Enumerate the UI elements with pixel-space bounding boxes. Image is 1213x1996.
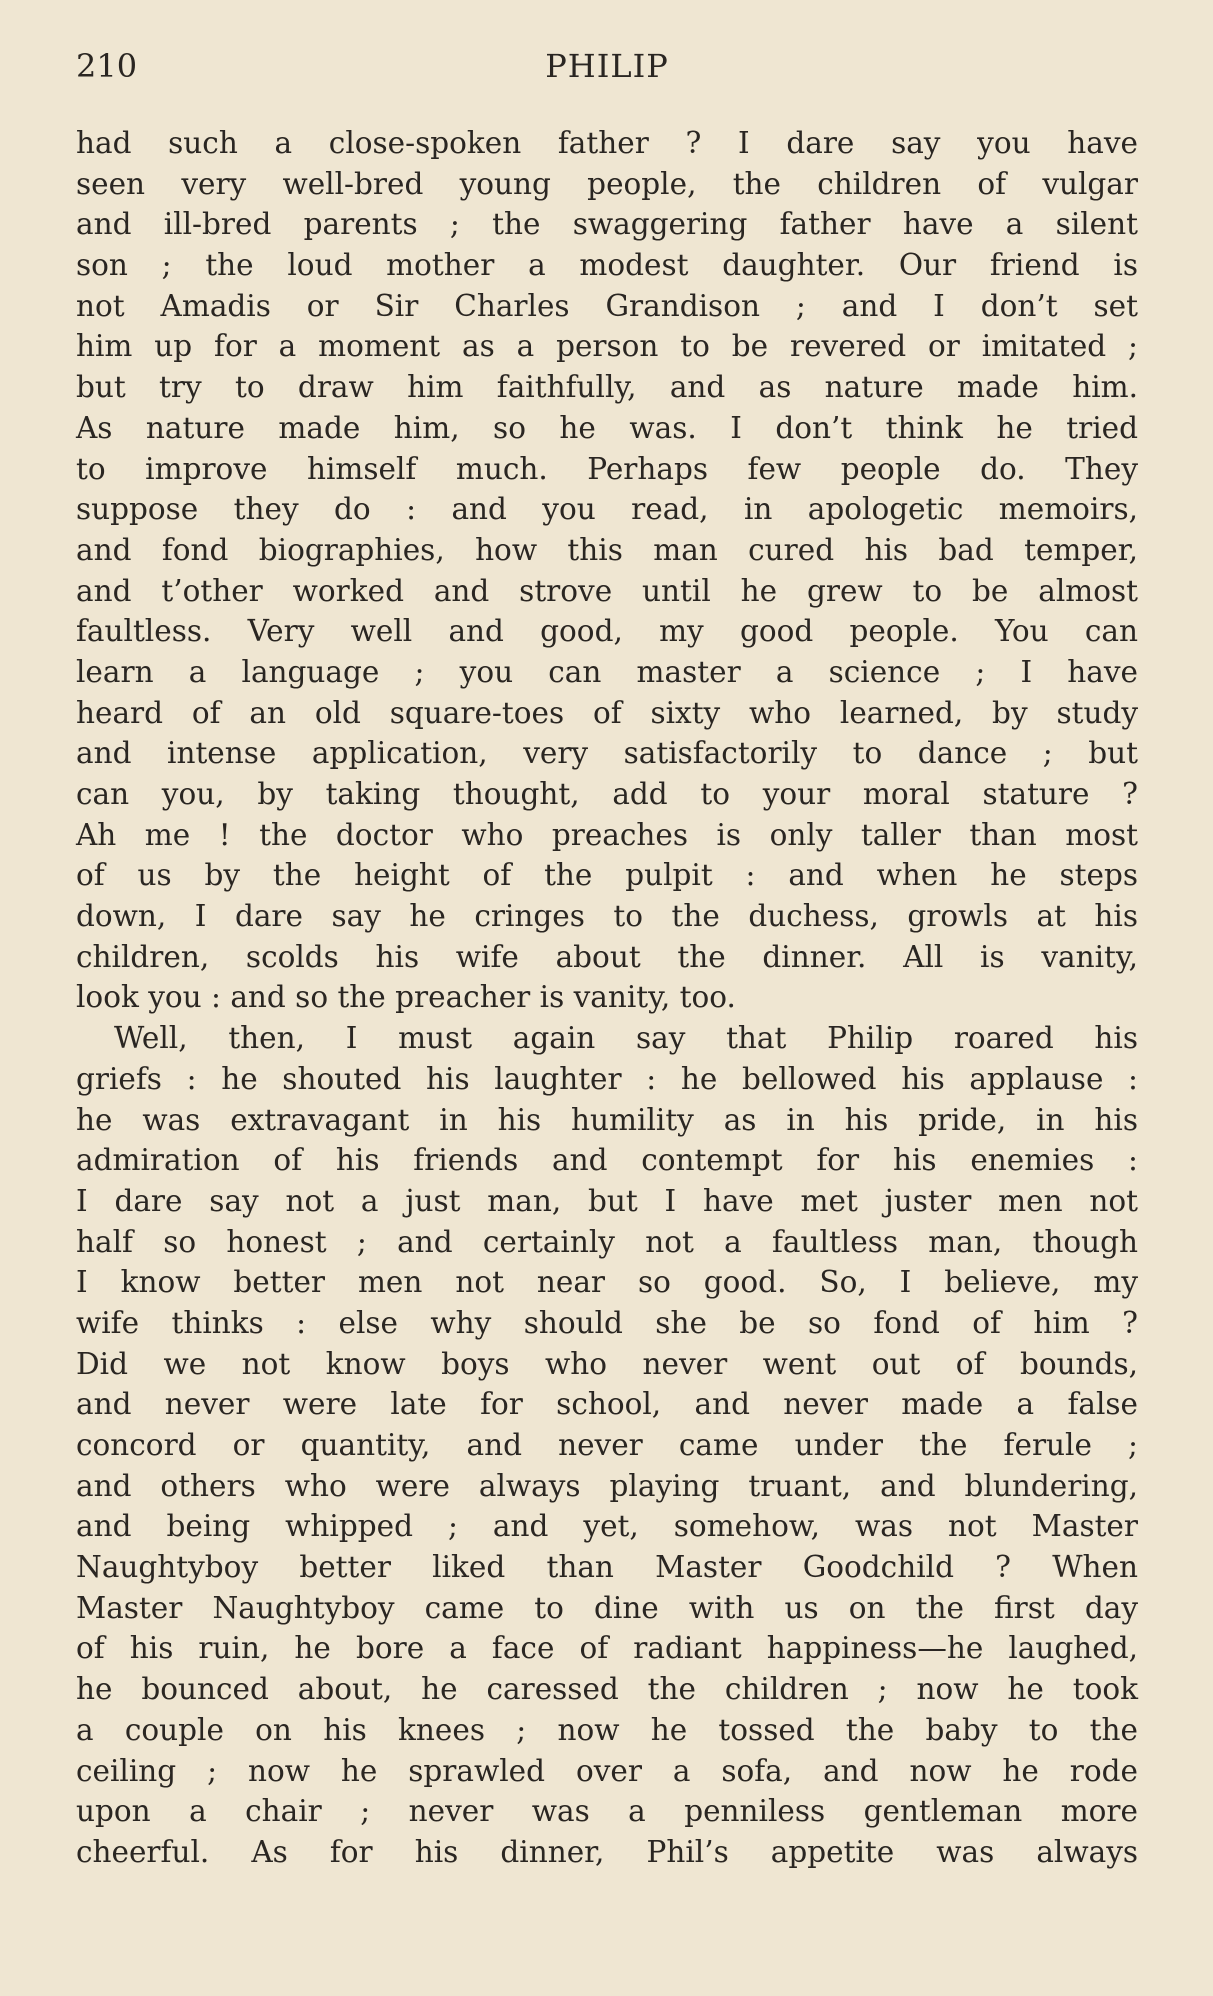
page-number: 210 [76, 47, 138, 85]
text-line: and others who were always playing truant, and blundering, [76, 1468, 1138, 1503]
text-line: but try to draw him faithfully, and as nature made him. [76, 370, 1138, 405]
text-line: admiration of his friends and contempt for his enemies : [76, 1143, 1138, 1178]
book-title: PHILIP [545, 47, 669, 85]
text-line: Ah me ! the doctor who preaches is only taller than most [76, 817, 1138, 852]
text-line: ceiling ; now he sprawled over a sofa, and now he rode [76, 1753, 1138, 1788]
text-line: had such a close-spoken father ? I dare say you have [76, 126, 1138, 160]
text-line: and t’other worked and strove until he grew to be almost [76, 573, 1138, 608]
running-head [76, 44, 1138, 88]
text-line: heard of an old square-toes of sixty who learned, by study [76, 695, 1138, 730]
text-line: and intense application, very satisfactorily to dance ; but [76, 736, 1138, 771]
text-line: and ill-bred parents ; the swaggering father have a silent [76, 207, 1138, 242]
text-line: and being whipped ; and yet, somehow, was not Master [76, 1509, 1138, 1544]
text-line: upon a chair ; never was a penniless gentleman more [76, 1794, 1138, 1829]
text-line: and fond biographies, how this man cured his bad temper, [76, 532, 1138, 567]
text-line: griefs : he shouted his laughter : he bellowed his applause : [76, 1061, 1138, 1096]
text-line: him up for a moment as a person to be revered or imitated ; [76, 329, 1138, 364]
text-line: cheerful. As for his dinner, Phil’s appetite was always [76, 1834, 1138, 1869]
text-line: down, I dare say he cringes to the duchess, growls at his [76, 899, 1138, 934]
text-line: half so honest ; and certainly not a faultless man, though [76, 1224, 1138, 1259]
text-line: he was extravagant in his humility as in his pride, in his [76, 1102, 1138, 1137]
body-text [76, 123, 1138, 1873]
text-line: of his ruin, he bore a face of radiant happiness—he laughed, [76, 1631, 1138, 1666]
text-line: wife thinks : else why should she be so fond of him ? [76, 1305, 1138, 1340]
text-line: Naughtyboy better liked than Master Goodchild ? When [76, 1550, 1138, 1585]
text-line: concord or quantity, and never came under the ferule ; [76, 1428, 1138, 1462]
text-line: look you : and so the preacher is vanity, too. [76, 980, 736, 1015]
text-line: As nature made him, so he was. I don’t think he tried [76, 410, 1138, 445]
text-line: Did we not know boys who never went out of bounds, [76, 1346, 1138, 1381]
text-line: faultless. Very well and good, my good people. You can [76, 614, 1138, 649]
text-line: Master Naughtyboy came to dine with us on the first day [76, 1590, 1138, 1625]
text-line: not Amadis or Sir Charles Grandison ; and I don’t set [76, 288, 1138, 323]
text-line: children, scolds his wife about the dinner. All is vanity, [76, 939, 1138, 974]
text-line: suppose they do : and you read, in apologetic memoirs, [76, 492, 1138, 527]
text-line: learn a language ; you can master a science ; I have [76, 654, 1138, 689]
text-line: I dare say not a just man, but I have met juster men not [76, 1183, 1138, 1218]
text-line: and never were late for school, and never made a false [76, 1387, 1138, 1422]
text-line: seen very well-bred young people, the children of vulgar [76, 166, 1138, 201]
text-line: to improve himself much. Perhaps few people do. They [76, 451, 1138, 486]
text-line: Well, then, I must again say that Philip roared his [114, 1021, 1138, 1056]
text-line: son ; the loud mother a modest daughter. Our friend is [76, 248, 1138, 283]
text-line: he bounced about, he caressed the children ; now he took [76, 1672, 1138, 1707]
text-line: of us by the height of the pulpit : and when he steps [76, 858, 1138, 893]
text-line: a couple on his knees ; now he tossed the baby to the [76, 1712, 1138, 1747]
text-line: can you, by taking thought, add to your moral stature ? [76, 777, 1138, 811]
text-line: I know better men not near so good. So, I believe, my [76, 1265, 1138, 1300]
